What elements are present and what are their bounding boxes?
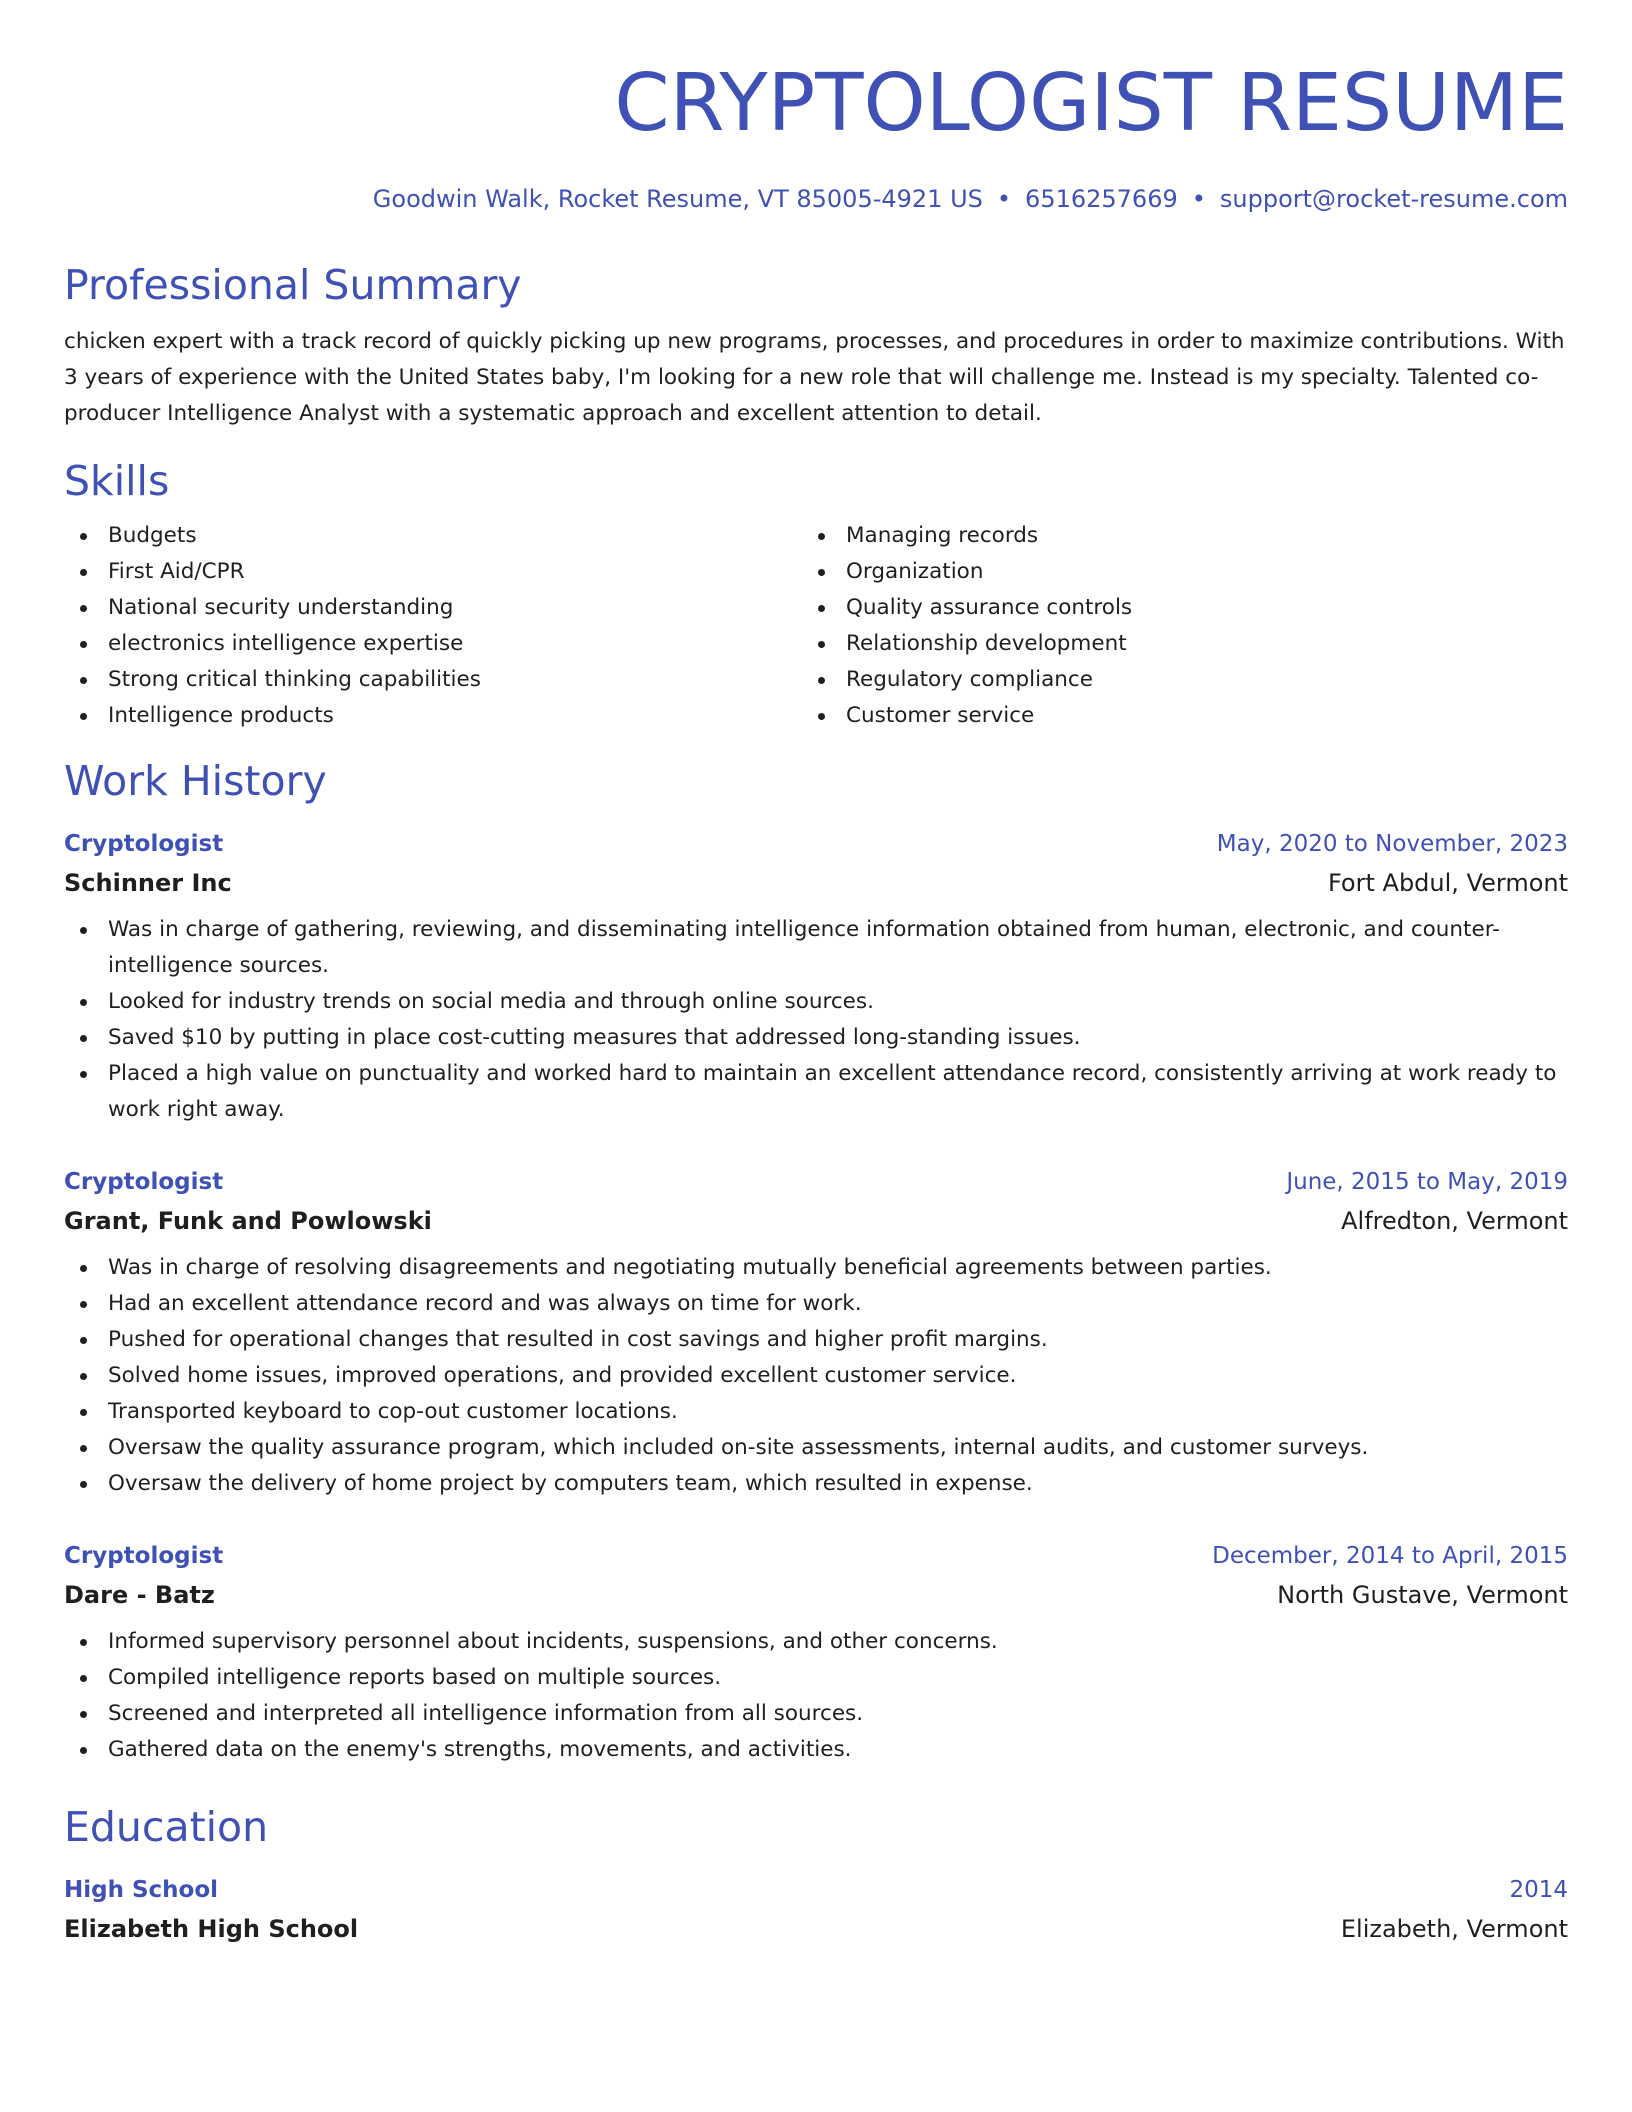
section-heading-work-history: Work History (64, 757, 327, 805)
skill-item: Managing records (802, 518, 1540, 554)
job-duty: Transported keyboard to cop-out customer locations. (64, 1394, 1568, 1430)
summary-section (64, 260, 1568, 432)
contact-address: Goodwin Walk, Rocket Resume, VT 85005-4921 US (372, 185, 983, 213)
job-location: Fort Abdul, Vermont (1327, 869, 1568, 897)
skills-grid (64, 518, 1568, 734)
job-company: Dare - Batz (64, 1581, 215, 1609)
contact-separator: • (996, 185, 1012, 213)
job-duty: Screened and interpreted all intelligence information from all sources. (64, 1696, 1568, 1732)
skill-item: Organization (802, 554, 1540, 590)
job-location: North Gustave, Vermont (1277, 1581, 1568, 1609)
skill-item: Quality assurance controls (802, 590, 1540, 626)
job-title: Cryptologist (64, 1543, 224, 1569)
education-location: Elizabeth, Vermont (1340, 1915, 1568, 1943)
job-company-row (64, 864, 1568, 902)
job-duties-list (64, 912, 1568, 1128)
skill-item: Regulatory compliance (802, 662, 1540, 698)
job-company-row (64, 1576, 1568, 1614)
job-duty: Had an excellent attendance record and was always on time for work. (64, 1286, 1568, 1322)
section-heading-summary: Professional Summary (64, 261, 522, 309)
job-duty: Placed a high value on punctuality and worked hard to maintain an excellent attendance record, consistently arriving at work ready to work right away. (64, 1056, 1568, 1128)
skill-item: Relationship development (802, 626, 1540, 662)
job-duty: Gathered data on the enemy's strengths, movements, and activities. (64, 1732, 1568, 1768)
section-heading-education: Education (64, 1803, 269, 1851)
job-duty: Compiled intelligence reports based on multiple sources. (64, 1660, 1568, 1696)
job-duty: Was in charge of gathering, reviewing, and disseminating intelligence information obtained from human, electronic, and counter-intelligence sources. (64, 912, 1568, 984)
skills-list-left (64, 518, 802, 734)
summary-text: chicken expert with a track record of quickly picking up new programs, processes, and procedures in order to maximize contributions. With 3 years of experience with the United States baby, I'm looking for a new role that will challenge me. Instead is my specialty. Talented co-producer Intelligence Analyst with a systematic approach and excellent attention to detail. (64, 329, 1565, 426)
section-heading-skills: Skills (64, 457, 170, 505)
job-duty: Oversaw the quality assurance program, which included on-site assessments, internal audits, and customer surveys. (64, 1430, 1568, 1466)
skill-item: First Aid/CPR (64, 554, 802, 590)
education-degree: High School (64, 1877, 219, 1903)
skills-list-right (802, 518, 1540, 734)
job-title: Cryptologist (64, 1169, 224, 1195)
job-duties-list (64, 1250, 1568, 1502)
contact-line (64, 184, 1568, 214)
job-company-row (64, 1202, 1568, 1240)
education-section (64, 1802, 1568, 1948)
job-entry (64, 1162, 1568, 1502)
job-duty: Informed supervisory personnel about incidents, suspensions, and other concerns. (64, 1624, 1568, 1660)
job-header-row (64, 1162, 1568, 1202)
skill-item: Strong critical thinking capabilities (64, 662, 802, 698)
education-year: 2014 (1509, 1877, 1568, 1903)
education-school: Elizabeth High School (64, 1915, 359, 1943)
job-duty: Pushed for operational changes that resulted in cost savings and higher profit margins. (64, 1322, 1568, 1358)
skills-section (64, 456, 1568, 734)
job-duties-list (64, 1624, 1568, 1768)
work-history-section (64, 756, 1568, 1768)
skill-item: electronics intelligence expertise (64, 626, 802, 662)
job-dates: May, 2020 to November, 2023 (1216, 831, 1568, 857)
job-title: Cryptologist (64, 831, 224, 857)
job-entry (64, 824, 1568, 1128)
job-header-row (64, 1536, 1568, 1576)
skill-item: National security understanding (64, 590, 802, 626)
job-duty: Oversaw the delivery of home project by computers team, which resulted in expense. (64, 1466, 1568, 1502)
resume-header (64, 0, 1568, 214)
job-dates: December, 2014 to April, 2015 (1212, 1543, 1568, 1569)
education-entry (64, 1870, 1568, 1948)
contact-email: support@rocket-resume.com (1219, 185, 1568, 213)
job-duty: Was in charge of resolving disagreements and negotiating mutually beneficial agreements between parties. (64, 1250, 1568, 1286)
contact-separator: • (1191, 185, 1206, 213)
contact-phone: 6516257669 (1025, 185, 1178, 213)
job-location: Alfredton, Vermont (1341, 1207, 1568, 1235)
job-duty: Looked for industry trends on social media and through online sources. (64, 984, 1568, 1020)
skill-item: Budgets (64, 518, 802, 554)
job-header-row (64, 824, 1568, 864)
education-header-row (64, 1870, 1568, 1910)
job-entry (64, 1536, 1568, 1768)
skill-item: Intelligence products (64, 698, 802, 734)
education-school-row (64, 1910, 1568, 1948)
skill-item: Customer service (802, 698, 1540, 734)
job-duty: Saved $10 by putting in place cost-cutting measures that addressed long-standing issues. (64, 1020, 1568, 1056)
resume-title: CRYPTOLOGIST RESUME (614, 57, 1568, 149)
job-dates: June, 2015 to May, 2019 (1286, 1169, 1568, 1195)
job-company: Schinner Inc (64, 869, 232, 897)
job-duty: Solved home issues, improved operations, and provided excellent customer service. (64, 1358, 1568, 1394)
job-company: Grant, Funk and Powlowski (64, 1207, 432, 1235)
